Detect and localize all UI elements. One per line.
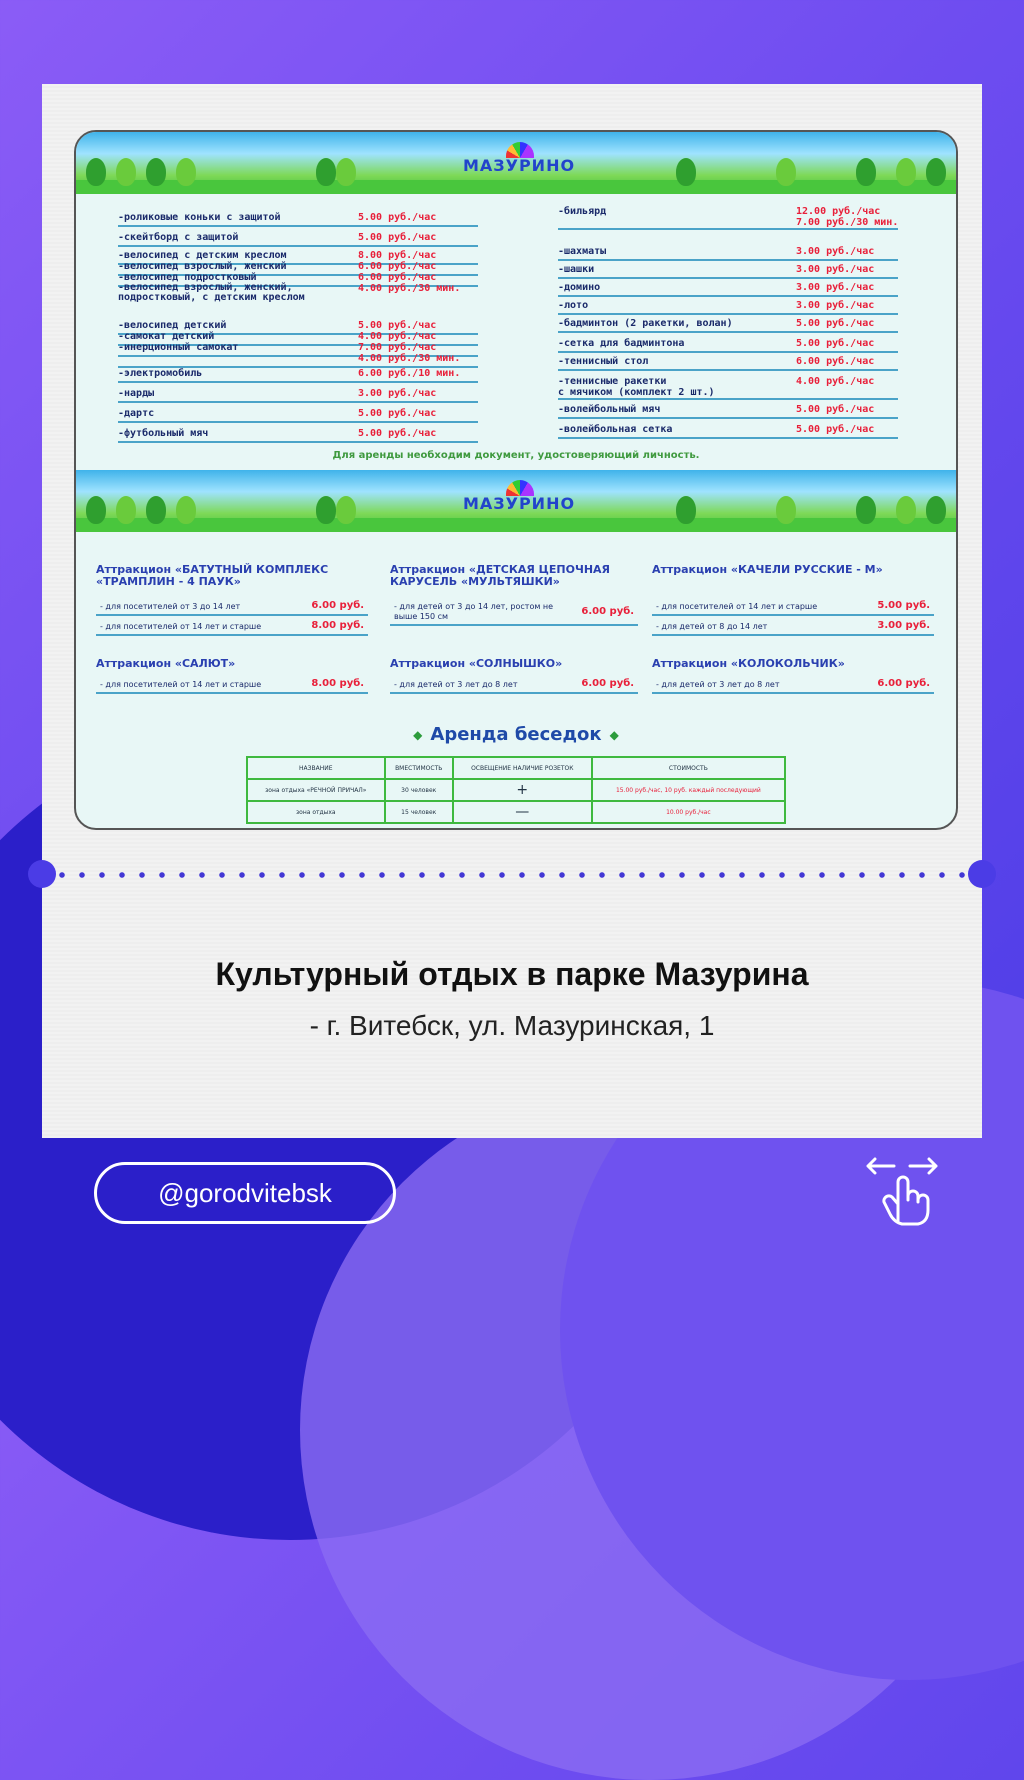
rental-name: -велосипед подростковый xyxy=(118,272,257,283)
rental-name: -шахматы xyxy=(558,246,607,257)
rental-price: 5.00 руб./час xyxy=(796,318,875,329)
post-card xyxy=(42,84,982,1138)
attraction-title: Аттракцион «КАЧЕЛИ РУССКИЕ - М» xyxy=(652,563,883,576)
rental-name: -роликовые коньки с защитой xyxy=(118,212,281,223)
rental-row xyxy=(558,284,898,297)
rental-price: 4.00 руб./30 мин. xyxy=(358,353,461,364)
rental-name: -электромобиль xyxy=(118,368,203,379)
attraction-audience: - для детей от 3 до 14 лет, ростом не выше 150 см xyxy=(394,602,554,621)
rental-row xyxy=(558,358,898,371)
rental-price: 4.00 руб./час xyxy=(358,331,437,342)
rental-name: -футбольный мяч xyxy=(118,428,209,439)
attraction-price: 6.00 руб. xyxy=(581,606,634,617)
rental-name: -лото xyxy=(558,300,589,311)
rental-name-line2: с мячиком (комплект 2 шт.) xyxy=(558,387,715,398)
rental-row xyxy=(558,266,898,279)
attraction-audience: - для посетителей от 14 лет и старше xyxy=(100,622,262,631)
rental-price: 5.00 руб./час xyxy=(358,320,437,331)
rental-price: 7.00 руб./час xyxy=(358,342,437,353)
attraction-audience: - для посетителей от 3 до 14 лет xyxy=(100,602,241,611)
table-header-cell: СТОИМОСТЬ xyxy=(592,757,785,779)
price-board-photo xyxy=(74,130,958,830)
attraction-price-row xyxy=(390,678,638,694)
rental-row xyxy=(558,378,898,400)
table-cell: зона отдыха xyxy=(247,801,385,823)
rental-price: 3.00 руб./час xyxy=(796,300,875,311)
rental-name: -самокат детский xyxy=(118,331,215,342)
rental-row xyxy=(118,234,478,247)
rental-row xyxy=(558,426,898,439)
rental-price: 5.00 руб./час xyxy=(358,232,437,243)
attraction-price: 6.00 руб. xyxy=(877,678,930,689)
rental-row xyxy=(118,410,478,423)
rental-price: 4.00 руб./30 мин. xyxy=(358,283,461,294)
attraction-audience: - для детей от 3 лет до 8 лет xyxy=(656,680,780,689)
rental-row xyxy=(118,390,478,403)
table-header-row xyxy=(247,757,785,779)
rental-price: 5.00 руб./час xyxy=(358,428,437,439)
top-banner xyxy=(76,132,956,194)
attraction-price: 8.00 руб. xyxy=(311,620,364,631)
table-cell: зона отдыха «РЕЧНОЙ ПРИЧАЛ» xyxy=(247,779,385,801)
attraction-title: Аттракцион «КОЛОКОЛЬЧИК» xyxy=(652,657,845,670)
rental-price: 5.00 руб./час xyxy=(796,424,875,435)
table-cell: 10.00 руб./час xyxy=(592,801,785,823)
rental-name: -велосипед с детским креслом xyxy=(118,250,287,261)
table-cell: 15 человек xyxy=(385,801,453,823)
table-header-cell: ОСВЕЩЕНИЕ НАЛИЧИЕ РОЗЕТОК xyxy=(453,757,592,779)
rental-price: 5.00 руб./час xyxy=(796,404,875,415)
attraction-title: Аттракцион «СОЛНЫШКО» xyxy=(390,657,563,670)
rental-name: -велосипед взрослый, женский xyxy=(118,261,287,272)
rental-row xyxy=(558,208,898,230)
rental-price: 6.00 руб./час xyxy=(796,356,875,367)
rental-name: -волейбольный мяч xyxy=(558,404,661,415)
rental-price: 5.00 руб./час xyxy=(796,338,875,349)
logo-text: МАЗУРИНО xyxy=(462,494,576,513)
rental-name: -велосипед взрослый, женский, подростковый, с детским креслом xyxy=(118,282,305,303)
rental-row xyxy=(118,214,478,227)
table-header-cell: ВМЕСТИМОСТЬ xyxy=(385,757,453,779)
rental-name: -велосипед детский xyxy=(118,320,227,331)
rental-row xyxy=(558,320,898,333)
table-cell: 30 человек xyxy=(385,779,453,801)
rental-row xyxy=(558,340,898,353)
attraction-price: 8.00 руб. xyxy=(311,678,364,689)
table-row xyxy=(247,779,785,801)
rental-name: -домино xyxy=(558,282,601,293)
rental-name: -нарды xyxy=(118,388,155,399)
rental-price: 8.00 руб./час xyxy=(358,250,437,261)
swipe-hand-icon xyxy=(862,1152,942,1232)
attraction-price-row xyxy=(96,620,368,636)
rental-row xyxy=(558,248,898,261)
table-cell: + xyxy=(453,779,592,801)
rental-name: -сетка для бадминтона xyxy=(558,338,685,349)
rental-name: -шашки xyxy=(558,264,595,275)
attraction-price-row xyxy=(652,678,934,694)
rental-row xyxy=(118,355,478,368)
table-cell: — xyxy=(453,801,592,823)
attraction-price-row xyxy=(652,600,934,616)
rental-price: 6.00 руб./час xyxy=(358,261,437,272)
attraction-audience: - для детей от 3 лет до 8 лет xyxy=(394,680,518,689)
rental-price: 3.00 руб./час xyxy=(796,282,875,293)
logo-text: МАЗУРИНО xyxy=(462,156,576,175)
rental-price: 3.00 руб./час xyxy=(358,388,437,399)
attraction-audience: - для посетителей от 14 лет и старше xyxy=(100,680,262,689)
park-logo xyxy=(444,140,594,184)
attraction-audience: - для посетителей от 14 лет и старше xyxy=(656,602,818,611)
rental-price: 5.00 руб./час xyxy=(358,212,437,223)
rental-row xyxy=(118,282,478,319)
attraction-price-row xyxy=(652,620,934,636)
rental-price: 3.00 руб./час xyxy=(796,246,875,257)
park-logo xyxy=(444,478,594,522)
rental-price: 12.00 руб./час xyxy=(796,206,881,217)
id-note: Для аренды необходим документ, удостоверяющий личность. xyxy=(332,450,700,461)
attraction-audience: - для детей от 8 до 14 лет xyxy=(656,622,768,631)
rent-title: ◆ Аренда беседок ◆ xyxy=(413,724,619,745)
rental-name: -бильярд xyxy=(558,206,607,217)
table-header-cell: НАЗВАНИЕ xyxy=(247,757,385,779)
middle-banner xyxy=(76,470,956,532)
rental-row xyxy=(558,302,898,315)
caption-title: Культурный отдых в парке Мазурина xyxy=(215,956,809,992)
attraction-price-row xyxy=(390,600,638,626)
rental-price: 6.00 руб./10 мин. xyxy=(358,368,461,379)
rental-price: 4.00 руб./час xyxy=(796,376,875,387)
attraction-title: Аттракцион «ДЕТСКАЯ ЦЕПОЧНАЯ КАРУСЕЛЬ «МУЛЬТЯШКИ» xyxy=(390,563,611,588)
attraction-title: Аттракцион «САЛЮТ» xyxy=(96,657,236,670)
rental-price: 3.00 руб./час xyxy=(796,264,875,275)
attraction-price-row xyxy=(96,678,368,694)
table-row xyxy=(247,801,785,823)
attraction-title: Аттракцион «БАТУТНЫЙ КОМПЛЕКС «ТРАМПЛИН - 4 ПАУК» xyxy=(96,563,329,588)
rental-row xyxy=(118,430,478,443)
rental-price: 5.00 руб./час xyxy=(358,408,437,419)
attraction-price-row xyxy=(96,600,368,616)
attraction-price: 6.00 руб. xyxy=(311,600,364,611)
attraction-price: 3.00 руб. xyxy=(877,620,930,631)
account-handle-button[interactable]: @gorodvitebsk xyxy=(94,1162,396,1224)
rental-name: -теннисные ракетки xyxy=(558,376,667,387)
rental-price-alt: 7.00 руб./30 мин. xyxy=(796,217,899,228)
dotted-separator xyxy=(42,860,982,888)
rental-name: -инерционный самокат xyxy=(118,342,239,353)
rental-name: -дартс xyxy=(118,408,155,419)
gazebo-rent-table xyxy=(246,756,786,824)
table-cell: 15.00 руб./час, 10 руб. каждый последующий xyxy=(592,779,785,801)
rental-name: -бадминтон (2 ракетки, волан) xyxy=(558,318,733,329)
attraction-price: 6.00 руб. xyxy=(581,678,634,689)
rental-row xyxy=(558,406,898,419)
caption-subtitle: - г. Витебск, ул. Мазуринская, 1 xyxy=(309,1010,715,1041)
rental-price: 6.00 руб./час xyxy=(358,272,437,283)
attraction-price: 5.00 руб. xyxy=(877,600,930,611)
rental-name: -скейтборд с защитой xyxy=(118,232,239,243)
rental-name: -волейбольная сетка xyxy=(558,424,673,435)
rental-row xyxy=(118,370,478,383)
rental-name: -теннисный стол xyxy=(558,356,649,367)
